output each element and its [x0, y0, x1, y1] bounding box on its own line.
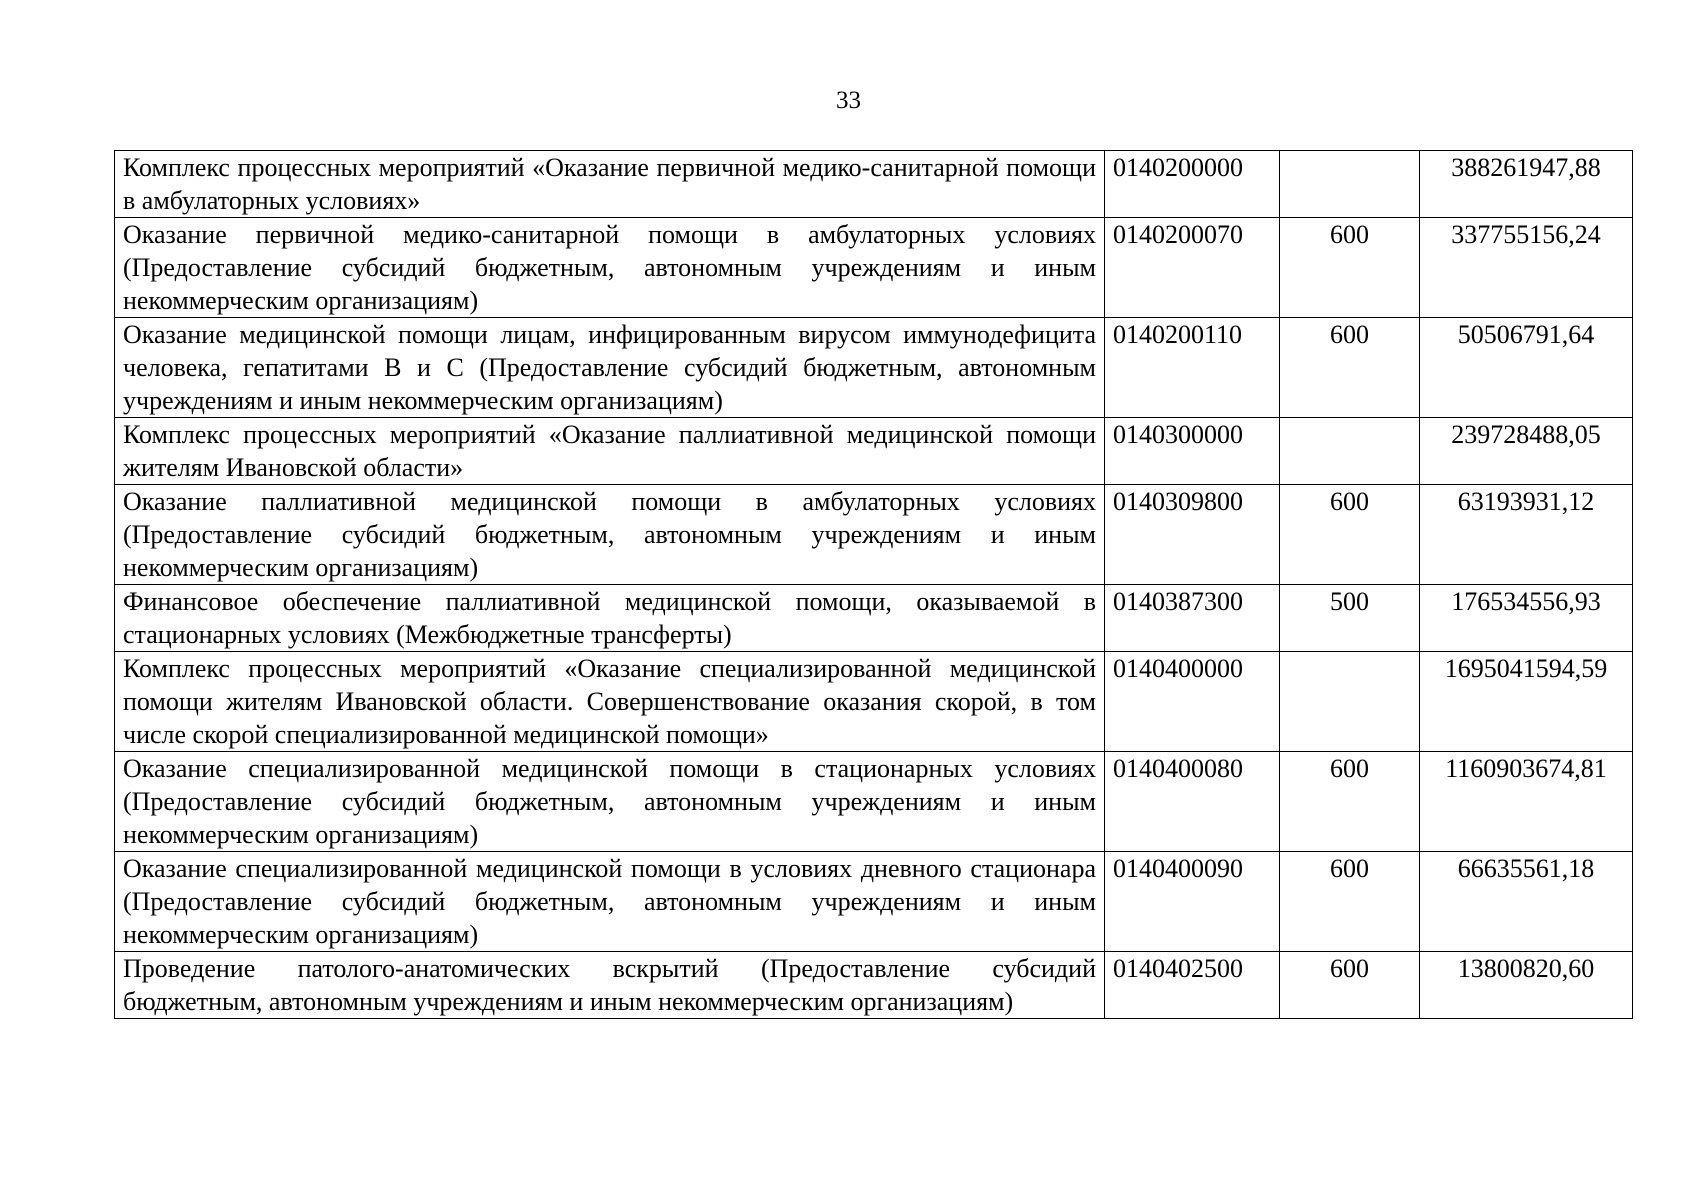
item-name-cell: Комплекс процессных мероприятий «Оказание специализированной медицинской помощи жителям Ивановской области. Совершенствование оказания скорой, в том числе скорой специализированной медицинской помощи»: [115, 652, 1105, 752]
table-row: [115, 485, 1633, 585]
amount-cell: 1160903674,81: [1420, 752, 1633, 852]
amount-cell: 50506791,64: [1420, 318, 1633, 418]
amount-cell: 13800820,60: [1420, 952, 1633, 1019]
table-row: [115, 218, 1633, 318]
item-name-cell: Оказание специализированной медицинской помощи в условиях дневного стационара (Предоставление субсидий бюджетным, автономным учреждениям и иным некоммерческим организациям): [115, 852, 1105, 952]
target-code-cell: 0140200000: [1105, 151, 1280, 218]
table-row: [115, 318, 1633, 418]
expense-type-cell: [1280, 418, 1420, 485]
item-name-cell: Проведение патолого-анатомических вскрытий (Предоставление субсидий бюджетным, автономным учреждениям и иным некоммерческим организациям): [115, 952, 1105, 1019]
expense-type-cell: 600: [1280, 852, 1420, 952]
amount-cell: 388261947,88: [1420, 151, 1633, 218]
target-code-cell: 0140400090: [1105, 852, 1280, 952]
table-row: [115, 752, 1633, 852]
budget-allocation-table: [114, 150, 1633, 1019]
item-name-cell: Оказание специализированной медицинской помощи в стационарных условиях (Предоставление субсидий бюджетным, автономным учреждениям и иным некоммерческим организациям): [115, 752, 1105, 852]
table-row: [115, 585, 1633, 652]
expense-type-cell: [1280, 151, 1420, 218]
amount-cell: 176534556,93: [1420, 585, 1633, 652]
item-name-cell: Оказание паллиативной медицинской помощи в амбулаторных условиях (Предоставление субсидий бюджетным, автономным учреждениям и иным некоммерческим организациям): [115, 485, 1105, 585]
target-code-cell: 0140309800: [1105, 485, 1280, 585]
amount-cell: 63193931,12: [1420, 485, 1633, 585]
target-code-cell: 0140300000: [1105, 418, 1280, 485]
page-number: 33: [836, 87, 861, 114]
expense-type-cell: 500: [1280, 585, 1420, 652]
item-name-cell: Комплекс процессных мероприятий «Оказание паллиативной медицинской помощи жителям Ивановской области»: [115, 418, 1105, 485]
target-code-cell: 0140400080: [1105, 752, 1280, 852]
table-row: [115, 852, 1633, 952]
item-name-cell: Комплекс процессных мероприятий «Оказание первичной медико-санитарной помощи в амбулаторных условиях»: [115, 151, 1105, 218]
expense-type-cell: 600: [1280, 485, 1420, 585]
table-row: [115, 952, 1633, 1019]
table-row: [115, 418, 1633, 485]
item-name-cell: Финансовое обеспечение паллиативной медицинской помощи, оказываемой в стационарных условиях (Межбюджетные трансферты): [115, 585, 1105, 652]
expense-type-cell: [1280, 652, 1420, 752]
item-name-cell: Оказание медицинской помощи лицам, инфицированным вирусом иммунодефицита человека, гепатитами В и С (Предоставление субсидий бюджетным, автономным учреждениям и иным некоммерческим организациям): [115, 318, 1105, 418]
expense-type-cell: 600: [1280, 218, 1420, 318]
amount-cell: 1695041594,59: [1420, 652, 1633, 752]
expense-type-cell: 600: [1280, 952, 1420, 1019]
amount-cell: 239728488,05: [1420, 418, 1633, 485]
expense-type-cell: 600: [1280, 752, 1420, 852]
target-code-cell: 0140200070: [1105, 218, 1280, 318]
target-code-cell: 0140402500: [1105, 952, 1280, 1019]
target-code-cell: 0140400000: [1105, 652, 1280, 752]
item-name-cell: Оказание первичной медико-санитарной помощи в амбулаторных условиях (Предоставление субсидий бюджетным, автономным учреждениям и иным некоммерческим организациям): [115, 218, 1105, 318]
table-row: [115, 652, 1633, 752]
target-code-cell: 0140387300: [1105, 585, 1280, 652]
amount-cell: 337755156,24: [1420, 218, 1633, 318]
table-row: [115, 151, 1633, 218]
expense-type-cell: 600: [1280, 318, 1420, 418]
target-code-cell: 0140200110: [1105, 318, 1280, 418]
amount-cell: 66635561,18: [1420, 852, 1633, 952]
